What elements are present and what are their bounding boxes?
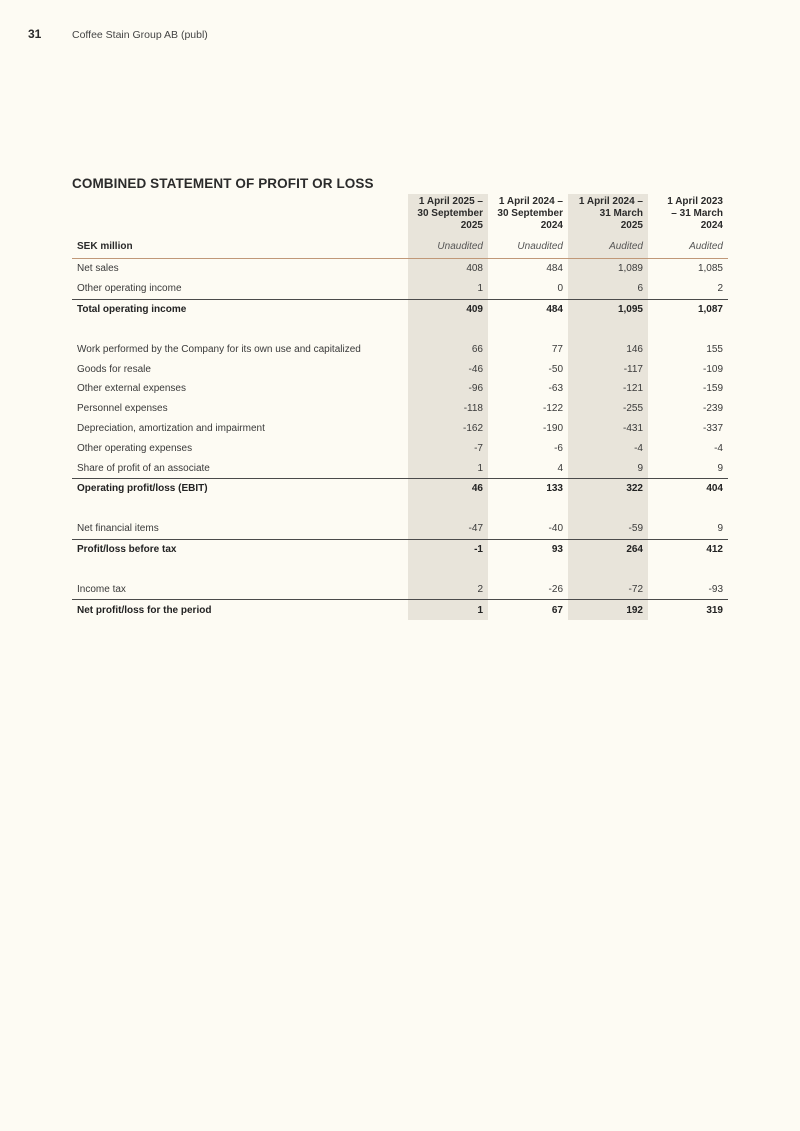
- table-row-total: [72, 478, 728, 498]
- audit-status: Unaudited: [488, 234, 568, 259]
- table-row: [72, 579, 728, 599]
- cell-value: -1: [408, 539, 488, 559]
- cell-value: 66: [408, 339, 488, 359]
- table-row-total: [72, 299, 728, 319]
- cell-value: 322: [568, 478, 648, 498]
- cell-value: -121: [568, 379, 648, 399]
- table-row: [72, 279, 728, 299]
- spacer-row: [72, 559, 728, 579]
- cell-value: -337: [702, 422, 723, 434]
- table-row-total: [72, 539, 728, 559]
- cell-value: -162: [408, 419, 488, 439]
- header-blank: [72, 194, 408, 234]
- table-row: [72, 458, 728, 478]
- row-label: Net profit/loss for the period: [72, 600, 408, 620]
- cell-value: 1,095: [568, 299, 648, 319]
- cell-value: 146: [568, 339, 648, 359]
- cell-value: 404: [648, 478, 728, 498]
- row-label: Work performed by the Company for its own use and capitalized: [77, 343, 361, 355]
- column-header-row: [72, 194, 728, 234]
- cell-value: 484: [546, 263, 563, 275]
- cell-value: 1,085: [697, 263, 723, 275]
- table-row: [72, 379, 728, 399]
- cell-value: -63: [548, 383, 563, 395]
- cell-value: 77: [551, 343, 563, 355]
- cell-value: -93: [708, 583, 723, 595]
- row-label: Depreciation, amortization and impairment: [77, 422, 265, 434]
- cell-value: -7: [408, 438, 488, 458]
- cell-value: -6: [554, 442, 563, 454]
- cell-value: -72: [568, 579, 648, 599]
- row-label: Total operating income: [72, 299, 408, 319]
- page-number: 31: [28, 27, 42, 41]
- cell-value: -40: [548, 523, 563, 535]
- cell-value: 1,089: [568, 259, 648, 279]
- cell-value: 67: [488, 600, 568, 620]
- unit-label: SEK million: [72, 234, 408, 259]
- cell-value: 192: [568, 600, 648, 620]
- table-row: [72, 438, 728, 458]
- table-row-total: [72, 600, 728, 620]
- cell-value: 1: [408, 600, 488, 620]
- cell-value: 9: [717, 523, 723, 535]
- column-header-fy-2024-25: 1 April 2024 – 31 March 2025: [568, 194, 648, 234]
- cell-value: -122: [542, 403, 563, 415]
- company-name: Coffee Stain Group AB (publ): [72, 29, 208, 41]
- table-row: [72, 419, 728, 439]
- row-label: Profit/loss before tax: [72, 539, 408, 559]
- audit-status-row: [72, 234, 728, 259]
- cell-value: -4: [568, 438, 648, 458]
- cell-value: 9: [568, 458, 648, 478]
- cell-value: 2: [717, 283, 723, 295]
- row-label: Operating profit/loss (EBIT): [72, 478, 408, 498]
- column-header-h1-2025: 1 April 2025 – 30 September 2025: [408, 194, 488, 234]
- cell-value: -47: [408, 519, 488, 539]
- row-label: Other operating income: [77, 283, 182, 295]
- table-row: [72, 359, 728, 379]
- profit-loss-table: [72, 194, 728, 620]
- row-label: Personnel expenses: [77, 403, 168, 415]
- table-row: [72, 339, 728, 359]
- row-label: Other operating expenses: [77, 442, 193, 454]
- page-header: [28, 27, 208, 41]
- cell-value: -46: [408, 359, 488, 379]
- cell-value: 93: [488, 539, 568, 559]
- cell-value: -96: [408, 379, 488, 399]
- cell-value: 2: [408, 579, 488, 599]
- cell-value: -117: [568, 359, 648, 379]
- cell-value: 408: [408, 259, 488, 279]
- cell-value: 1,087: [648, 299, 728, 319]
- cell-value: -26: [548, 583, 563, 595]
- cell-value: 484: [488, 299, 568, 319]
- cell-value: 4: [557, 462, 563, 474]
- row-label: Net sales: [77, 263, 119, 275]
- column-header-fy-2023-24: 1 April 2023 – 31 March 2024: [667, 196, 723, 231]
- audit-status: Audited: [648, 234, 728, 259]
- cell-value: 412: [648, 539, 728, 559]
- cell-value: -118: [408, 399, 488, 419]
- cell-value: 133: [488, 478, 568, 498]
- cell-value: -50: [548, 363, 563, 375]
- spacer-row: [72, 319, 728, 339]
- audit-status: Unaudited: [408, 234, 488, 259]
- cell-value: -109: [702, 363, 723, 375]
- cell-value: 46: [408, 478, 488, 498]
- cell-value: 0: [557, 283, 563, 295]
- cell-value: -255: [568, 399, 648, 419]
- cell-value: 1: [408, 279, 488, 299]
- row-label: Income tax: [77, 583, 126, 595]
- row-label: Share of profit of an associate: [77, 462, 210, 474]
- statement-title: COMBINED STATEMENT OF PROFIT OR LOSS: [72, 176, 374, 191]
- column-header-h1-2024: 1 April 2024 – 30 September 2024: [497, 196, 563, 231]
- row-label: Other external expenses: [77, 383, 186, 395]
- cell-value: -190: [542, 422, 563, 434]
- cell-value: 6: [568, 279, 648, 299]
- cell-value: 409: [408, 299, 488, 319]
- cell-value: 264: [568, 539, 648, 559]
- cell-value: -59: [568, 519, 648, 539]
- cell-value: -431: [568, 419, 648, 439]
- cell-value: -239: [702, 403, 723, 415]
- table-row: [72, 519, 728, 539]
- row-label: Net financial items: [77, 523, 159, 535]
- row-label: Goods for resale: [77, 363, 151, 375]
- table-row: [72, 259, 728, 279]
- cell-value: 319: [648, 600, 728, 620]
- table-row: [72, 399, 728, 419]
- cell-value: 9: [717, 462, 723, 474]
- cell-value: 155: [706, 343, 723, 355]
- cell-value: -159: [702, 383, 723, 395]
- cell-value: -4: [714, 442, 723, 454]
- spacer-row: [72, 499, 728, 519]
- audit-status: Audited: [568, 234, 648, 259]
- cell-value: 1: [408, 458, 488, 478]
